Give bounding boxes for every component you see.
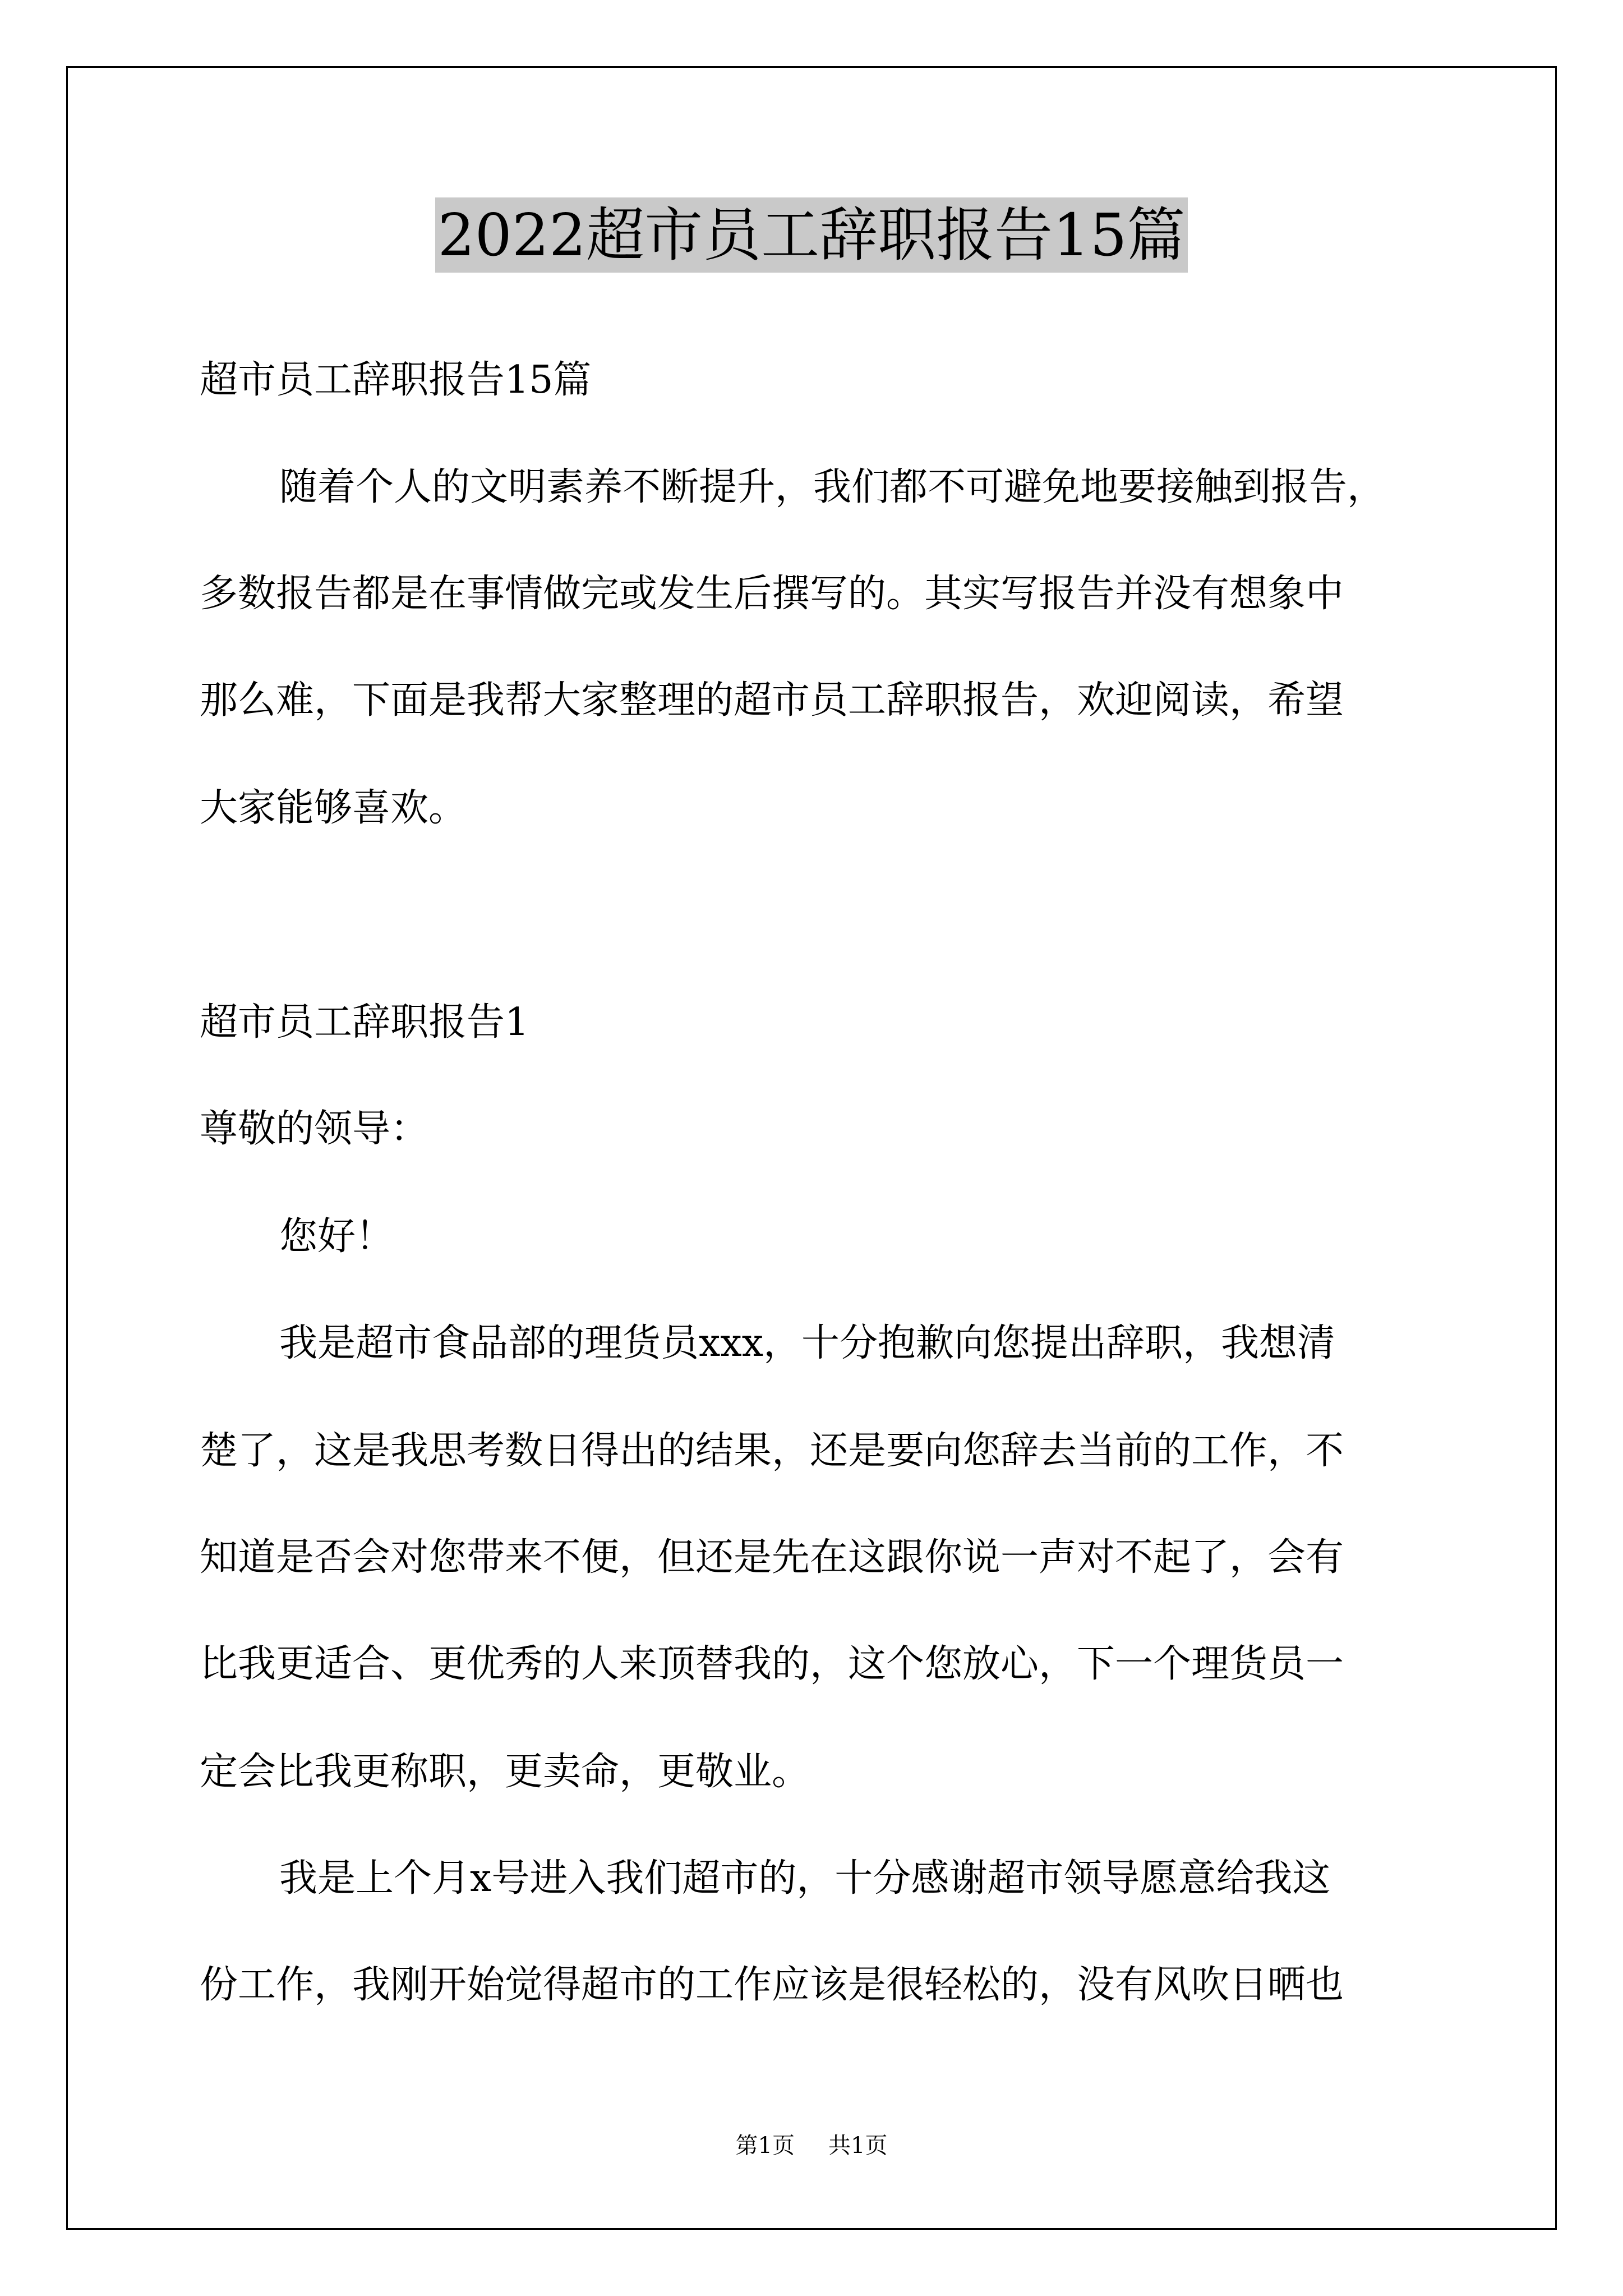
document-title: 2022超市员工辞职报告15篇 [435, 197, 1187, 273]
salutation: 尊敬的领导： [200, 1107, 429, 1151]
page-total: 共1页 [828, 2133, 888, 2159]
title-container [0, 197, 1623, 273]
paragraph-line: 随着个人的文明素养不断提升，我们都不可避免地要接触到报告， [279, 465, 1386, 509]
paragraph-line: 份工作，我刚开始觉得超市的工作应该是很轻松的，没有风吹日晒也 [200, 1963, 1344, 2007]
paragraph-line: 我是上个月x号进入我们超市的，十分感谢超市领导愿意给我这 [279, 1856, 1331, 1901]
paragraph-line: 比我更适合、更优秀的人来顶替我的，这个您放心，下一个理货员一 [200, 1642, 1344, 1686]
page-number: 第1页 [735, 2133, 795, 2159]
paragraph-line: 楚了，这是我思考数日得出的结果，还是要向您辞去当前的工作，不 [200, 1429, 1344, 1473]
paragraph-line: 那么难，下面是我帮大家整理的超市员工辞职报告，欢迎阅读，希望 [200, 678, 1344, 723]
page-footer [0, 2131, 1623, 2161]
paragraph-line: 知道是否会对您带来不便，但还是先在这跟你说一声对不起了，会有 [200, 1535, 1344, 1580]
paragraph-line: 我是超市食品部的理货员xxx，十分抱歉向您提出辞职，我想清 [279, 1321, 1336, 1365]
section-heading: 超市员工辞职报告1 [200, 1000, 529, 1045]
paragraph-line: 定会比我更称职，更卖命，更敬业。 [200, 1750, 810, 1794]
greeting: 您好！ [279, 1214, 394, 1259]
subtitle: 超市员工辞职报告15篇 [200, 358, 592, 402]
paragraph-line: 多数报告都是在事情做完或发生后撰写的。其实写报告并没有想象中 [200, 572, 1344, 616]
paragraph-line: 大家能够喜欢。 [200, 786, 467, 830]
